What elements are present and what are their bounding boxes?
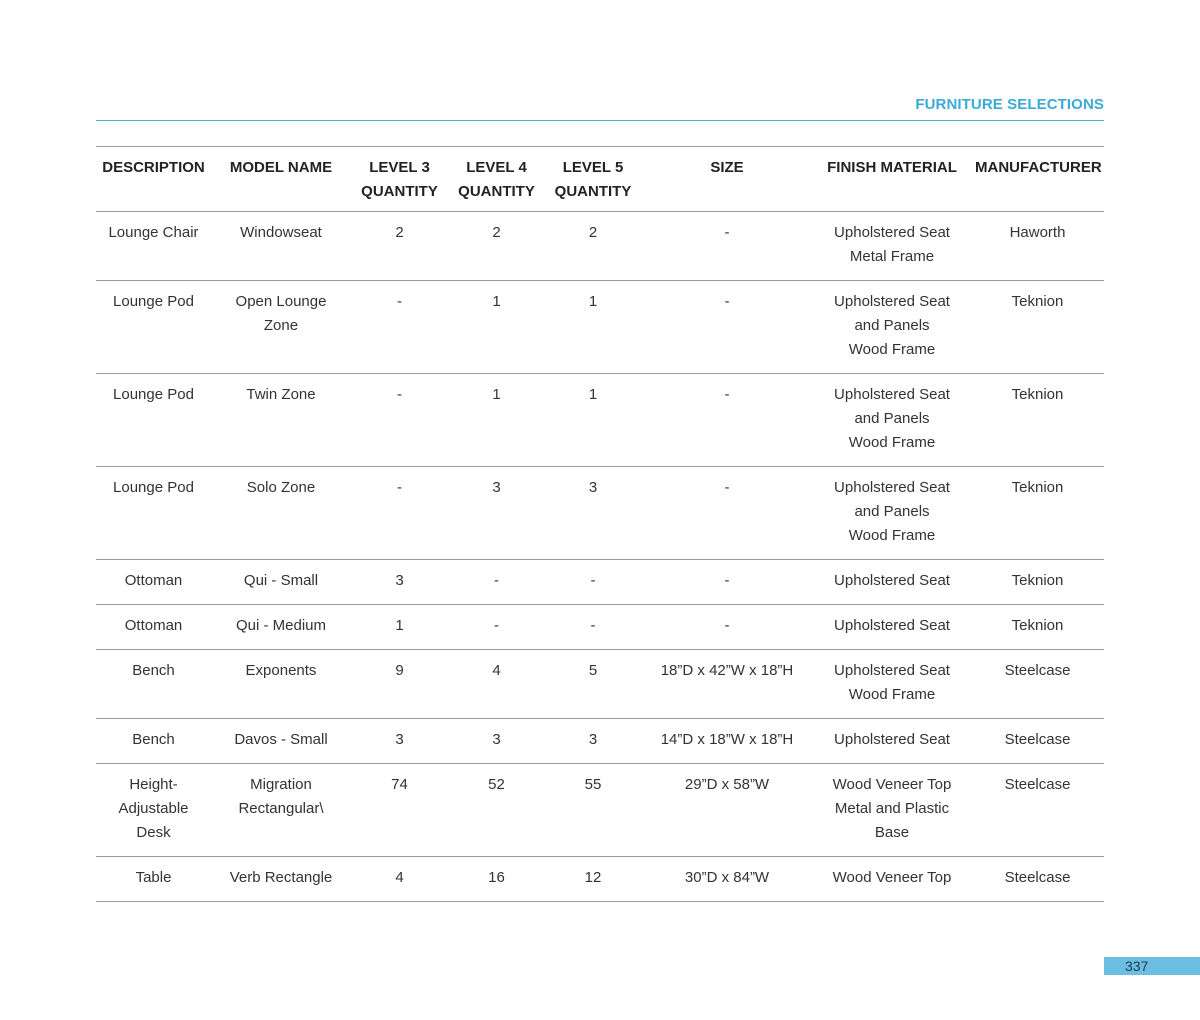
table-cell: 30”D x 84”W — [641, 857, 813, 902]
column-header: LEVEL 4 QUANTITY — [448, 147, 545, 212]
table-row — [96, 560, 1104, 605]
table-cell: Bench — [96, 719, 211, 764]
table-cell: Wood Veneer Top — [813, 857, 971, 902]
table-cell: - — [641, 467, 813, 560]
table-cell: Solo Zone — [211, 467, 351, 560]
table-cell: 14”D x 18”W x 18”H — [641, 719, 813, 764]
table-cell: - — [351, 374, 448, 467]
table-cell: - — [545, 560, 641, 605]
table-cell: 55 — [545, 764, 641, 857]
column-header: LEVEL 3 QUANTITY — [351, 147, 448, 212]
table-cell: 3 — [351, 719, 448, 764]
table-cell: Upholstered Seat and Panels Wood Frame — [813, 467, 971, 560]
table-cell: 1 — [545, 374, 641, 467]
table-cell: Steelcase — [971, 719, 1104, 764]
table-cell: 1 — [448, 374, 545, 467]
table-row — [96, 857, 1104, 902]
table-cell: 3 — [351, 560, 448, 605]
table-cell: 2 — [545, 212, 641, 281]
table-cell: Migration Rectangular\ — [211, 764, 351, 857]
table-cell: Steelcase — [971, 764, 1104, 857]
table-cell: - — [641, 560, 813, 605]
table-cell: - — [641, 212, 813, 281]
table-cell: 2 — [448, 212, 545, 281]
table-cell: 3 — [545, 467, 641, 560]
table-cell: 12 — [545, 857, 641, 902]
table-cell: Teknion — [971, 374, 1104, 467]
table-cell: Lounge Pod — [96, 374, 211, 467]
table-cell: - — [641, 281, 813, 374]
table-cell: Teknion — [971, 560, 1104, 605]
table-cell: Upholstered Seat — [813, 560, 971, 605]
table-cell: 3 — [545, 719, 641, 764]
table-cell: Ottoman — [96, 605, 211, 650]
table-cell: Open Lounge Zone — [211, 281, 351, 374]
column-header: DESCRIPTION — [96, 147, 211, 212]
table-cell: Teknion — [971, 281, 1104, 374]
table-cell: Haworth — [971, 212, 1104, 281]
table-cell: 9 — [351, 650, 448, 719]
table-cell: Upholstered Seat Metal Frame — [813, 212, 971, 281]
table-cell: Lounge Pod — [96, 467, 211, 560]
table-cell: Twin Zone — [211, 374, 351, 467]
table-cell: Steelcase — [971, 857, 1104, 902]
table-cell: - — [448, 605, 545, 650]
table-cell: - — [641, 374, 813, 467]
table-cell: 29”D x 58”W — [641, 764, 813, 857]
table-cell: Lounge Chair — [96, 212, 211, 281]
column-header: SIZE — [641, 147, 813, 212]
table-cell: 1 — [545, 281, 641, 374]
table-cell: Davos - Small — [211, 719, 351, 764]
page-number: 337 — [1104, 957, 1200, 975]
furniture-table-container — [96, 146, 1104, 902]
table-cell: Windowseat — [211, 212, 351, 281]
table-row — [96, 374, 1104, 467]
table-cell: Steelcase — [971, 650, 1104, 719]
table-cell: 1 — [448, 281, 545, 374]
table-cell: 18”D x 42”W x 18”H — [641, 650, 813, 719]
table-cell: Verb Rectangle — [211, 857, 351, 902]
table-cell: 2 — [351, 212, 448, 281]
table-row — [96, 605, 1104, 650]
table-row — [96, 719, 1104, 764]
table-cell: 52 — [448, 764, 545, 857]
column-header: FINISH MATERIAL — [813, 147, 971, 212]
furniture-table — [96, 146, 1104, 902]
table-row — [96, 281, 1104, 374]
column-header: LEVEL 5 QUANTITY — [545, 147, 641, 212]
table-cell: Wood Veneer Top Metal and Plastic Base — [813, 764, 971, 857]
table-cell: Upholstered Seat Wood Frame — [813, 650, 971, 719]
table-header-row — [96, 147, 1104, 212]
table-cell: Upholstered Seat and Panels Wood Frame — [813, 374, 971, 467]
table-cell: Upholstered Seat — [813, 605, 971, 650]
table-body — [96, 212, 1104, 902]
table-cell: Teknion — [971, 467, 1104, 560]
table-cell: Lounge Pod — [96, 281, 211, 374]
section-title: FURNITURE SELECTIONS — [915, 96, 1104, 113]
table-row — [96, 467, 1104, 560]
table-cell: - — [351, 467, 448, 560]
table-cell: Teknion — [971, 605, 1104, 650]
table-cell: Qui - Medium — [211, 605, 351, 650]
table-cell: Height- Adjustable Desk — [96, 764, 211, 857]
title-divider — [96, 120, 1104, 121]
table-cell: 3 — [448, 719, 545, 764]
table-row — [96, 650, 1104, 719]
table-cell: - — [351, 281, 448, 374]
table-cell: 16 — [448, 857, 545, 902]
table-cell: 4 — [351, 857, 448, 902]
table-cell: - — [545, 605, 641, 650]
table-cell: Upholstered Seat — [813, 719, 971, 764]
table-cell: Table — [96, 857, 211, 902]
table-cell: 1 — [351, 605, 448, 650]
table-cell: - — [448, 560, 545, 605]
column-header: MODEL NAME — [211, 147, 351, 212]
table-cell: Exponents — [211, 650, 351, 719]
table-row — [96, 764, 1104, 857]
table-cell: 74 — [351, 764, 448, 857]
table-cell: Bench — [96, 650, 211, 719]
table-cell: 5 — [545, 650, 641, 719]
table-cell: Qui - Small — [211, 560, 351, 605]
table-row — [96, 212, 1104, 281]
table-cell: Ottoman — [96, 560, 211, 605]
table-cell: 3 — [448, 467, 545, 560]
column-header: MANUFACTURER — [971, 147, 1104, 212]
table-cell: Upholstered Seat and Panels Wood Frame — [813, 281, 971, 374]
table-cell: 4 — [448, 650, 545, 719]
table-cell: - — [641, 605, 813, 650]
